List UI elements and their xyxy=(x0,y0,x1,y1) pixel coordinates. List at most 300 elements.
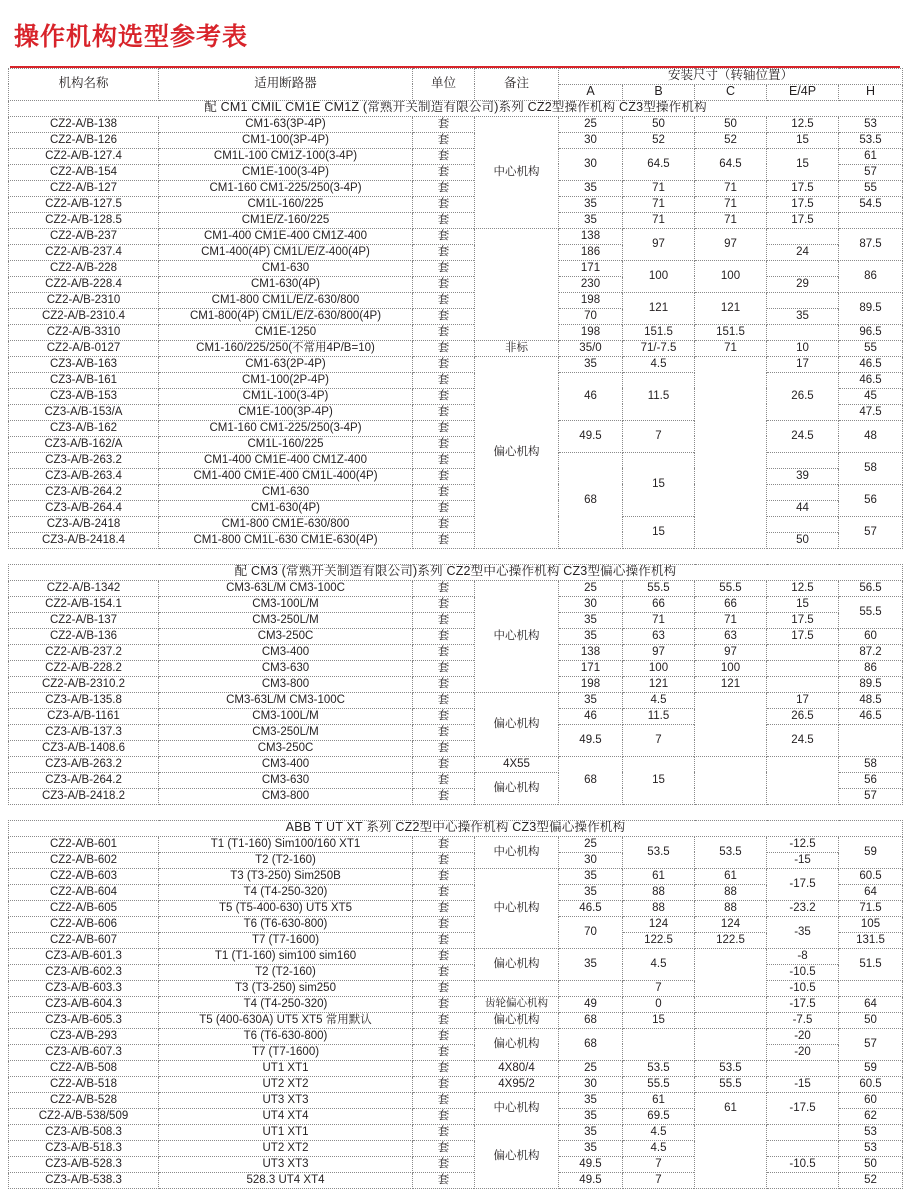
cell-a: 49 xyxy=(559,996,623,1012)
cell-e4p: 35 xyxy=(767,308,839,324)
cell-a: 35 xyxy=(559,884,623,900)
cell-breaker: CM3-63L/M CM3-100C xyxy=(159,692,413,708)
cell-unit: 套 xyxy=(413,324,475,340)
cell-e4p xyxy=(767,452,839,468)
table-row[interactable] xyxy=(9,1140,903,1156)
table-row[interactable] xyxy=(9,340,903,356)
cell-h: 46.5 xyxy=(839,356,903,372)
cell-b: 0 xyxy=(623,996,695,1012)
cell-h: 47.5 xyxy=(839,404,903,420)
cell-e4p: 24 xyxy=(767,244,839,260)
table-row[interactable] xyxy=(9,852,903,868)
cell-name: CZ2-A/B-228 xyxy=(9,260,159,276)
cell-h: 131.5 xyxy=(839,932,903,948)
cell-a: 35 xyxy=(559,1108,623,1124)
cell-e4p: 12.5 xyxy=(767,116,839,132)
cell-unit: 套 xyxy=(413,228,475,244)
cell-a: 49.5 xyxy=(559,1172,623,1188)
cell-unit: 套 xyxy=(413,132,475,148)
cell-h: 53 xyxy=(839,1124,903,1140)
cell-b: 71 xyxy=(623,612,695,628)
cell-unit: 套 xyxy=(413,996,475,1012)
cell-e4p xyxy=(767,516,839,532)
cell-e4p: 17.5 xyxy=(767,628,839,644)
table-row[interactable] xyxy=(9,324,903,340)
cell-unit: 套 xyxy=(413,420,475,436)
cell-unit: 套 xyxy=(413,580,475,596)
cell-c: 121 xyxy=(695,292,767,324)
cell-breaker: 528.3 UT4 XT4 xyxy=(159,1172,413,1188)
table-row[interactable] xyxy=(9,868,903,884)
cell-c: 64.5 xyxy=(695,148,767,180)
cell-a: 68 xyxy=(559,1012,623,1028)
cell-name: CZ3-A/B-601.3 xyxy=(9,948,159,964)
table-row[interactable] xyxy=(9,260,903,276)
cell-unit: 套 xyxy=(413,260,475,276)
cell-c: 100 xyxy=(695,660,767,676)
table-row[interactable] xyxy=(9,116,903,132)
cell-e4p: -17.5 xyxy=(767,1092,839,1124)
cell-c: 88 xyxy=(695,900,767,916)
table-row[interactable] xyxy=(9,676,903,692)
cell-breaker: CM1E-100(3-4P) xyxy=(159,164,413,180)
cell-name: CZ3-A/B-603.3 xyxy=(9,980,159,996)
table-row[interactable] xyxy=(9,148,903,164)
cell-e4p: -20 xyxy=(767,1028,839,1044)
cell-b xyxy=(623,1028,695,1060)
cell-remark: 非标 xyxy=(475,340,559,356)
cell-b: 11.5 xyxy=(623,708,695,724)
cell-b: 7 xyxy=(623,980,695,996)
table-row[interactable] xyxy=(9,756,903,772)
cell-b: 64.5 xyxy=(623,148,695,180)
cell-breaker: CM3-250L/M xyxy=(159,724,413,740)
cell-name: CZ3-A/B-135.8 xyxy=(9,692,159,708)
cell-name: CZ2-A/B-3310 xyxy=(9,324,159,340)
cell-breaker: CM1-400 CM1E-400 CM1Z-400 xyxy=(159,452,413,468)
cell-b: 53.5 xyxy=(623,836,695,868)
cell-h: 56 xyxy=(839,484,903,516)
cell-remark: 4X80/4 xyxy=(475,1060,559,1076)
cell-e4p: -23.2 xyxy=(767,900,839,916)
cell-b: 7 xyxy=(623,724,695,756)
cell-breaker: CM3-100L/M xyxy=(159,596,413,612)
cell-a: 30 xyxy=(559,852,623,868)
table-row[interactable] xyxy=(9,900,903,916)
cell-breaker: UT3 XT3 xyxy=(159,1156,413,1172)
cell-h: 55 xyxy=(839,340,903,356)
cell-a: 230 xyxy=(559,276,623,292)
cell-name: CZ2-A/B-1342 xyxy=(9,580,159,596)
cell-name: CZ3-A/B-137.3 xyxy=(9,724,159,740)
cell-e4p: -8 xyxy=(767,948,839,964)
cell-e4p: 50 xyxy=(767,532,839,548)
cell-e4p: -20 xyxy=(767,1044,839,1060)
cell-breaker: CM1-400 CM1E-400 CM1Z-400 xyxy=(159,228,413,244)
cell-breaker: T3 (T3-250) sim250 xyxy=(159,980,413,996)
cell-breaker: UT4 XT4 xyxy=(159,1108,413,1124)
cell-breaker: CM3-250C xyxy=(159,628,413,644)
cell-name: CZ3-A/B-153 xyxy=(9,388,159,404)
cell-name: CZ2-A/B-126 xyxy=(9,132,159,148)
cell-h: 60 xyxy=(839,1092,903,1108)
cell-e4p: 17 xyxy=(767,692,839,708)
cell-h: 71.5 xyxy=(839,900,903,916)
cell-h: 56.5 xyxy=(839,580,903,596)
table-row[interactable] xyxy=(9,468,903,484)
cell-e4p xyxy=(767,660,839,676)
cell-e4p: 15 xyxy=(767,132,839,148)
cell-name: CZ2-A/B-138 xyxy=(9,116,159,132)
cell-remark: 偏心机构 xyxy=(475,356,559,548)
cell-unit: 套 xyxy=(413,292,475,308)
cell-name: CZ3-A/B-605.3 xyxy=(9,1012,159,1028)
cell-breaker: CM1-800 CM1L/E/Z-630/800 xyxy=(159,292,413,308)
cell-breaker: UT2 XT2 xyxy=(159,1140,413,1156)
cell-unit: 套 xyxy=(413,708,475,724)
cell-breaker: UT1 XT1 xyxy=(159,1124,413,1140)
cell-c: 71 xyxy=(695,180,767,196)
table-row[interactable] xyxy=(9,660,903,676)
cell-unit: 套 xyxy=(413,1060,475,1076)
cell-name: CZ3-A/B-153/A xyxy=(9,404,159,420)
cell-b: 55.5 xyxy=(623,580,695,596)
table-row[interactable] xyxy=(9,1156,903,1172)
cell-b: 71/-7.5 xyxy=(623,340,695,356)
cell-c: 55.5 xyxy=(695,580,767,596)
cell-unit: 套 xyxy=(413,1140,475,1156)
selection-reference-table xyxy=(8,68,903,1189)
table-row[interactable] xyxy=(9,980,903,996)
cell-a: 35 xyxy=(559,868,623,884)
table-row[interactable] xyxy=(9,356,903,372)
table-row[interactable] xyxy=(9,916,903,932)
cell-remark: 4X55 xyxy=(475,756,559,772)
cell-a: 35 xyxy=(559,692,623,708)
cell-breaker: CM1L-160/225 xyxy=(159,436,413,452)
cell-c xyxy=(695,948,767,996)
cell-name: CZ3-A/B-602.3 xyxy=(9,964,159,980)
table-row[interactable] xyxy=(9,500,903,516)
cell-a: 25 xyxy=(559,836,623,852)
cell-b: 121 xyxy=(623,292,695,324)
cell-a: 35 xyxy=(559,356,623,372)
cell-name: CZ3-A/B-162/A xyxy=(9,436,159,452)
cell-a: 25 xyxy=(559,1060,623,1076)
cell-name: CZ2-A/B-228.4 xyxy=(9,276,159,292)
cell-unit: 套 xyxy=(413,788,475,804)
section-heading-row xyxy=(9,564,903,580)
table-row[interactable] xyxy=(9,596,903,612)
cell-h: 57 xyxy=(839,516,903,548)
cell-c: 151.5 xyxy=(695,324,767,340)
cell-breaker: T2 (T2-160) xyxy=(159,964,413,980)
cell-unit: 套 xyxy=(413,756,475,772)
cell-b: 97 xyxy=(623,228,695,260)
cell-breaker: CM1-160 CM1-225/250(3-4P) xyxy=(159,420,413,436)
header-col-b: B xyxy=(623,84,695,100)
cell-name: CZ3-A/B-607.3 xyxy=(9,1044,159,1060)
cell-c: 71 xyxy=(695,196,767,212)
cell-unit: 套 xyxy=(413,612,475,628)
table-row[interactable] xyxy=(9,996,903,1012)
cell-e4p: 17 xyxy=(767,356,839,372)
cell-e4p: -10.5 xyxy=(767,1156,839,1172)
cell-c: 52 xyxy=(695,132,767,148)
cell-h: 46.5 xyxy=(839,708,903,724)
cell-name: CZ3-A/B-163 xyxy=(9,356,159,372)
cell-h: 57 xyxy=(839,1028,903,1060)
cell-name: CZ3-A/B-263.4 xyxy=(9,468,159,484)
cell-breaker: CM1-800 CM1L-630 CM1E-630(4P) xyxy=(159,532,413,548)
cell-unit: 套 xyxy=(413,852,475,868)
cell-name: CZ2-A/B-508 xyxy=(9,1060,159,1076)
table-row[interactable] xyxy=(9,836,903,852)
cell-unit: 套 xyxy=(413,404,475,420)
section-heading-row xyxy=(9,100,903,116)
table-row[interactable] xyxy=(9,1172,903,1188)
cell-unit: 套 xyxy=(413,692,475,708)
cell-e4p: 17.5 xyxy=(767,196,839,212)
table-header-row-1 xyxy=(9,68,903,84)
table-row[interactable] xyxy=(9,1060,903,1076)
cell-e4p: -17.5 xyxy=(767,996,839,1012)
table-row[interactable] xyxy=(9,292,903,308)
table-row[interactable] xyxy=(9,484,903,500)
table-row[interactable] xyxy=(9,628,903,644)
cell-breaker: CM1-63(3P-4P) xyxy=(159,116,413,132)
table-row[interactable] xyxy=(9,132,903,148)
cell-e4p: 17.5 xyxy=(767,180,839,196)
cell-breaker: T7 (T7-1600) xyxy=(159,1044,413,1060)
cell-unit: 套 xyxy=(413,628,475,644)
cell-remark: 偏心机构 xyxy=(475,1124,559,1188)
cell-c xyxy=(695,996,767,1012)
cell-unit: 套 xyxy=(413,1028,475,1044)
cell-name: CZ3-A/B-162 xyxy=(9,420,159,436)
cell-b: 4.5 xyxy=(623,1140,695,1156)
cell-unit: 套 xyxy=(413,884,475,900)
table-row[interactable] xyxy=(9,964,903,980)
cell-b: 100 xyxy=(623,260,695,292)
cell-h: 51.5 xyxy=(839,948,903,980)
header-breaker: 适用断路器 xyxy=(159,68,413,100)
cell-unit: 套 xyxy=(413,388,475,404)
cell-name: CZ3-A/B-264.2 xyxy=(9,484,159,500)
cell-name: CZ3-A/B-263.2 xyxy=(9,452,159,468)
cell-unit: 套 xyxy=(413,372,475,388)
cell-name: CZ2-A/B-601 xyxy=(9,836,159,852)
cell-breaker: CM1-160/225/250(不常用4P/B=10) xyxy=(159,340,413,356)
cell-remark xyxy=(475,228,559,340)
cell-breaker: T6 (T6-630-800) xyxy=(159,1028,413,1044)
cell-a: 35 xyxy=(559,212,623,228)
cell-unit: 套 xyxy=(413,660,475,676)
cell-e4p: -17.5 xyxy=(767,868,839,900)
cell-breaker: CM3-630 xyxy=(159,772,413,788)
cell-h: 87.5 xyxy=(839,228,903,260)
table-row[interactable] xyxy=(9,420,903,436)
table-row[interactable] xyxy=(9,1028,903,1044)
cell-h: 53.5 xyxy=(839,132,903,148)
table-row[interactable] xyxy=(9,228,903,244)
cell-name: CZ2-A/B-2310.4 xyxy=(9,308,159,324)
cell-h: 58 xyxy=(839,452,903,484)
cell-name: CZ2-A/B-518 xyxy=(9,1076,159,1092)
cell-a: 25 xyxy=(559,116,623,132)
cell-a: 68 xyxy=(559,1028,623,1060)
cell-a: 35 xyxy=(559,1140,623,1156)
cell-b: 71 xyxy=(623,196,695,212)
cell-e4p: 24.5 xyxy=(767,724,839,756)
cell-a: 30 xyxy=(559,132,623,148)
table-row[interactable] xyxy=(9,692,903,708)
cell-h: 54.5 xyxy=(839,196,903,212)
cell-unit: 套 xyxy=(413,244,475,260)
table-row[interactable] xyxy=(9,196,903,212)
cell-unit: 套 xyxy=(413,964,475,980)
cell-remark: 中心机构 xyxy=(475,116,559,228)
header-col-a: A xyxy=(559,84,623,100)
cell-e4p: -7.5 xyxy=(767,1012,839,1028)
cell-h: 58 xyxy=(839,756,903,772)
cell-name: CZ2-A/B-127.5 xyxy=(9,196,159,212)
table-row[interactable] xyxy=(9,276,903,292)
cell-breaker: T6 (T6-630-800) xyxy=(159,916,413,932)
table-row[interactable] xyxy=(9,580,903,596)
cell-unit: 套 xyxy=(413,452,475,468)
table-row[interactable] xyxy=(9,308,903,324)
cell-b: 53.5 xyxy=(623,1060,695,1076)
cell-name: CZ3-A/B-264.4 xyxy=(9,500,159,516)
cell-e4p: 26.5 xyxy=(767,372,839,420)
cell-name: CZ2-A/B-605 xyxy=(9,900,159,916)
cell-breaker: CM3-250C xyxy=(159,740,413,756)
cell-breaker: CM1-630(4P) xyxy=(159,276,413,292)
cell-b: 63 xyxy=(623,628,695,644)
section-heading-cm3: 配 CM3 (常熟开关制造有限公司)系列 CZ2型中心操作机构 CZ3型偏心操作机构 xyxy=(9,564,903,580)
cell-remark: 偏心机构 xyxy=(475,772,559,804)
section-gap xyxy=(9,804,903,820)
cell-c xyxy=(695,756,767,804)
table-row[interactable] xyxy=(9,644,903,660)
cell-name: CZ2-A/B-237 xyxy=(9,228,159,244)
cell-a: 35 xyxy=(559,612,623,628)
cell-a: 35 xyxy=(559,180,623,196)
cell-e4p xyxy=(767,756,839,804)
cell-b: 4.5 xyxy=(623,1124,695,1140)
cell-breaker: T7 (T7-1600) xyxy=(159,932,413,948)
section-heading-abb: ABB T UT XT 系列 CZ2型中心操作机构 CZ3型偏心操作机构 xyxy=(9,820,903,836)
cell-name: CZ2-A/B-538/509 xyxy=(9,1108,159,1124)
cell-e4p xyxy=(767,484,839,500)
cell-name: CZ2-A/B-154.1 xyxy=(9,596,159,612)
cell-remark: 偏心机构 xyxy=(475,948,559,980)
header-col-e4p: E/4P xyxy=(767,84,839,100)
cell-e4p xyxy=(767,228,839,244)
cell-breaker: T4 (T4-250-320) xyxy=(159,884,413,900)
cell-breaker: CM1-630 xyxy=(159,484,413,500)
cell-breaker: UT3 XT3 xyxy=(159,1092,413,1108)
cell-h: 61 xyxy=(839,148,903,164)
cell-e4p: -35 xyxy=(767,916,839,948)
cell-unit: 套 xyxy=(413,180,475,196)
table-row[interactable] xyxy=(9,1124,903,1140)
table-row[interactable] xyxy=(9,948,903,964)
table-row[interactable] xyxy=(9,180,903,196)
cell-name: CZ2-A/B-136 xyxy=(9,628,159,644)
cell-b: 7 xyxy=(623,1172,695,1188)
cell-c xyxy=(695,692,767,756)
cell-breaker: T3 (T3-250) Sim250B xyxy=(159,868,413,884)
table-row[interactable] xyxy=(9,212,903,228)
cell-breaker: T5 (T5-400-630) UT5 XT5 xyxy=(159,900,413,916)
cell-c xyxy=(695,1012,767,1028)
cell-c: 71 xyxy=(695,612,767,628)
cell-name: CZ3-A/B-538.3 xyxy=(9,1172,159,1188)
cell-e4p xyxy=(767,676,839,692)
cell-e4p xyxy=(767,292,839,308)
cell-a: 46.5 xyxy=(559,900,623,916)
table-row[interactable] xyxy=(9,244,903,260)
table-row[interactable] xyxy=(9,516,903,532)
table-row[interactable] xyxy=(9,724,903,740)
cell-c xyxy=(695,1124,767,1188)
table-row[interactable] xyxy=(9,1092,903,1108)
cell-unit: 套 xyxy=(413,276,475,292)
table-row[interactable] xyxy=(9,452,903,468)
cell-name: CZ3-A/B-1408.6 xyxy=(9,740,159,756)
header-unit: 单位 xyxy=(413,68,475,100)
table-row[interactable] xyxy=(9,532,903,548)
cell-name: CZ3-A/B-528.3 xyxy=(9,1156,159,1172)
cell-a xyxy=(559,980,623,996)
cell-a: 198 xyxy=(559,676,623,692)
table-row[interactable] xyxy=(9,372,903,388)
cell-a: 70 xyxy=(559,916,623,948)
cell-h xyxy=(839,724,903,756)
table-row[interactable] xyxy=(9,708,903,724)
table-row[interactable] xyxy=(9,1044,903,1060)
cell-e4p xyxy=(767,1172,839,1188)
cell-a: 30 xyxy=(559,1076,623,1092)
table-row[interactable] xyxy=(9,1076,903,1092)
table-row[interactable] xyxy=(9,612,903,628)
cell-unit: 套 xyxy=(413,484,475,500)
cell-unit: 套 xyxy=(413,1044,475,1060)
cell-unit: 套 xyxy=(413,644,475,660)
cell-a: 30 xyxy=(559,596,623,612)
cell-c: 53.5 xyxy=(695,1060,767,1076)
cell-e4p xyxy=(767,324,839,340)
cell-name: CZ3-A/B-2418 xyxy=(9,516,159,532)
cell-b: 97 xyxy=(623,644,695,660)
table-row[interactable] xyxy=(9,1012,903,1028)
cell-remark: 4X95/2 xyxy=(475,1076,559,1092)
cell-name: CZ2-A/B-137 xyxy=(9,612,159,628)
cell-breaker: T2 (T2-160) xyxy=(159,852,413,868)
cell-h: 86 xyxy=(839,660,903,676)
cell-a: 25 xyxy=(559,580,623,596)
cell-c: 97 xyxy=(695,228,767,260)
cell-breaker: CM3-800 xyxy=(159,788,413,804)
cell-h: 62 xyxy=(839,1108,903,1124)
cell-a: 70 xyxy=(559,308,623,324)
cell-breaker: CM3-100L/M xyxy=(159,708,413,724)
cell-unit: 套 xyxy=(413,196,475,212)
section-heading-cm1: 配 CM1 CMIL CM1E CM1Z (常熟开关制造有限公司)系列 CZ2型操作机构 CZ3型操作机构 xyxy=(9,100,903,116)
cell-name: CZ2-A/B-228.2 xyxy=(9,660,159,676)
